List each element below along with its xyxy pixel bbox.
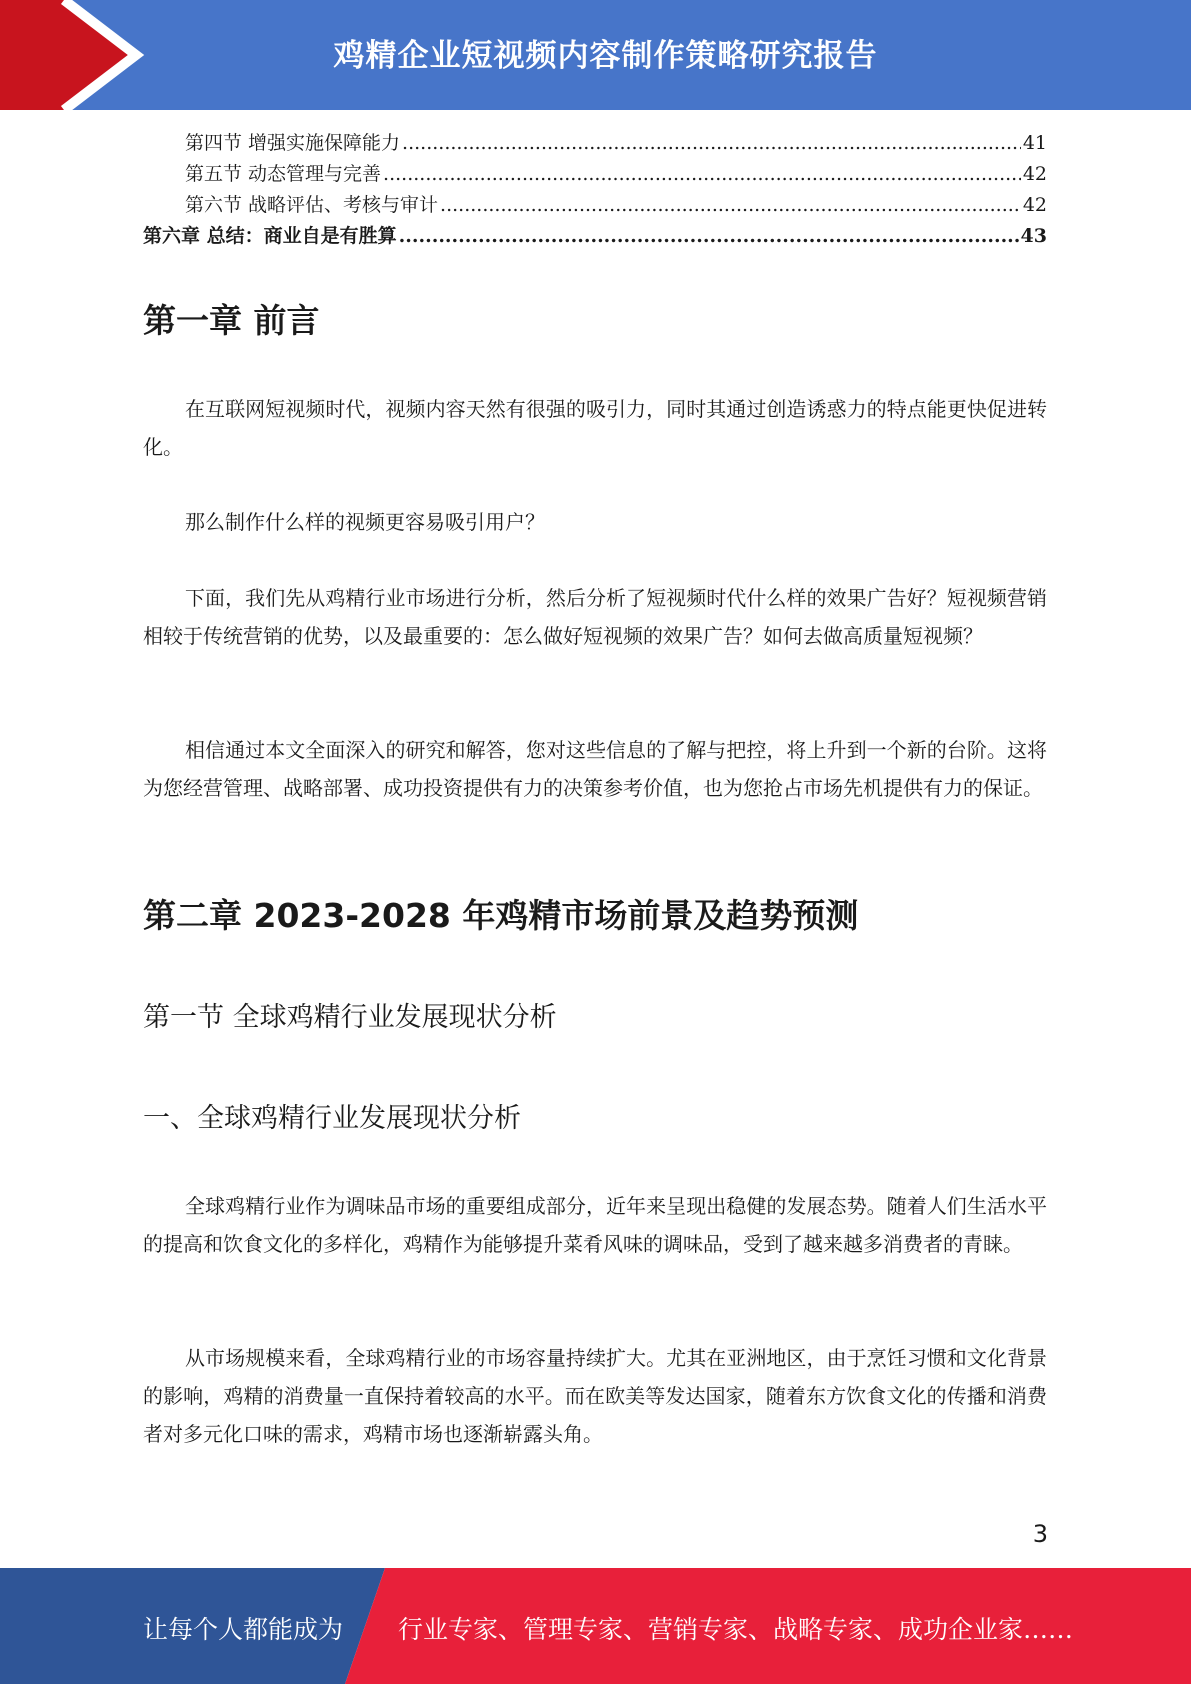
- toc-leader-dots: [383, 163, 1021, 185]
- toc-entry[interactable]: [143, 128, 1047, 159]
- toc-entry[interactable]: [143, 190, 1047, 221]
- toc-entry-page: 42: [1022, 163, 1047, 185]
- toc-leader-dots: [402, 132, 1021, 154]
- chapter-heading: 第一章 前言: [143, 301, 320, 340]
- body-paragraph: 相信通过本文全面深入的研究和解答，您对这些信息的了解与把控，将上升到一个新的台阶。这将为您经营管理、战略部署、成功投资提供有力的决策参考价值，也为您抢占市场先机提供有力的保证。: [143, 738, 1047, 800]
- toc-entry-page: 41: [1022, 132, 1047, 154]
- footer-slogan-left: 让每个人都能成为: [143, 1615, 344, 1644]
- toc-entry-page: 42: [1022, 194, 1047, 216]
- body-paragraph: 全球鸡精行业作为调味品市场的重要组成部分，近年来呈现出稳健的发展态势。随着人们生活水平的提高和饮食文化的多样化，鸡精作为能够提升菜肴风味的调味品，受到了越来越多消费者的青睐。: [143, 1194, 1047, 1256]
- chapter-heading: 第二章 2023-2028 年鸡精市场前景及趋势预测: [143, 896, 859, 935]
- footer-slogan-right: 行业专家、管理专家、营销专家、战略专家、成功企业家……: [398, 1615, 1074, 1644]
- page-header: [0, 0, 1191, 110]
- report-title: 鸡精企业短视频内容制作策略研究报告: [333, 38, 878, 74]
- page-number: 3: [1032, 1520, 1048, 1548]
- toc-leader-dots: [440, 194, 1021, 216]
- body-paragraph: 下面，我们先从鸡精行业市场进行分析，然后分析了短视频时代什么样的效果广告好？短视频营销相较于传统营销的优势，以及最重要的：怎么做好短视频的效果广告？如何去做高质量短视频？: [143, 586, 1047, 648]
- toc-entry-chapter[interactable]: [143, 221, 1047, 252]
- subsection-heading: 一、全球鸡精行业发展现状分析: [143, 1103, 521, 1134]
- section-heading: 第一节 全球鸡精行业发展现状分析: [143, 1002, 557, 1033]
- toc-entry[interactable]: [143, 159, 1047, 190]
- toc-entry-label: 第六节 战略评估、考核与审计: [185, 194, 439, 216]
- body-paragraph: 那么制作什么样的视频更容易吸引用户？: [185, 510, 545, 534]
- toc-entry-label: 第六章 总结：商业自是有胜算: [143, 225, 397, 247]
- body-paragraph: 在互联网短视频时代，视频内容天然有很强的吸引力，同时其通过创造诱惑力的特点能更快促进转化。: [143, 397, 1047, 459]
- toc-leader-dots: [399, 225, 1019, 247]
- page-footer: [0, 1568, 1191, 1684]
- body-paragraph: 从市场规模来看，全球鸡精行业的市场容量持续扩大。尤其在亚洲地区，由于烹饪习惯和文化背景的影响，鸡精的消费量一直保持着较高的水平。而在欧美等发达国家，随着东方饮食文化的传播和消费者对多元化口味的需求，鸡精市场也逐渐崭露头角。: [143, 1346, 1047, 1446]
- toc-entry-label: 第四节 增强实施保障能力: [185, 132, 401, 154]
- toc-entry-label: 第五节 动态管理与完善: [185, 163, 382, 185]
- table-of-contents: [143, 128, 1047, 252]
- toc-entry-page: 43: [1020, 225, 1047, 247]
